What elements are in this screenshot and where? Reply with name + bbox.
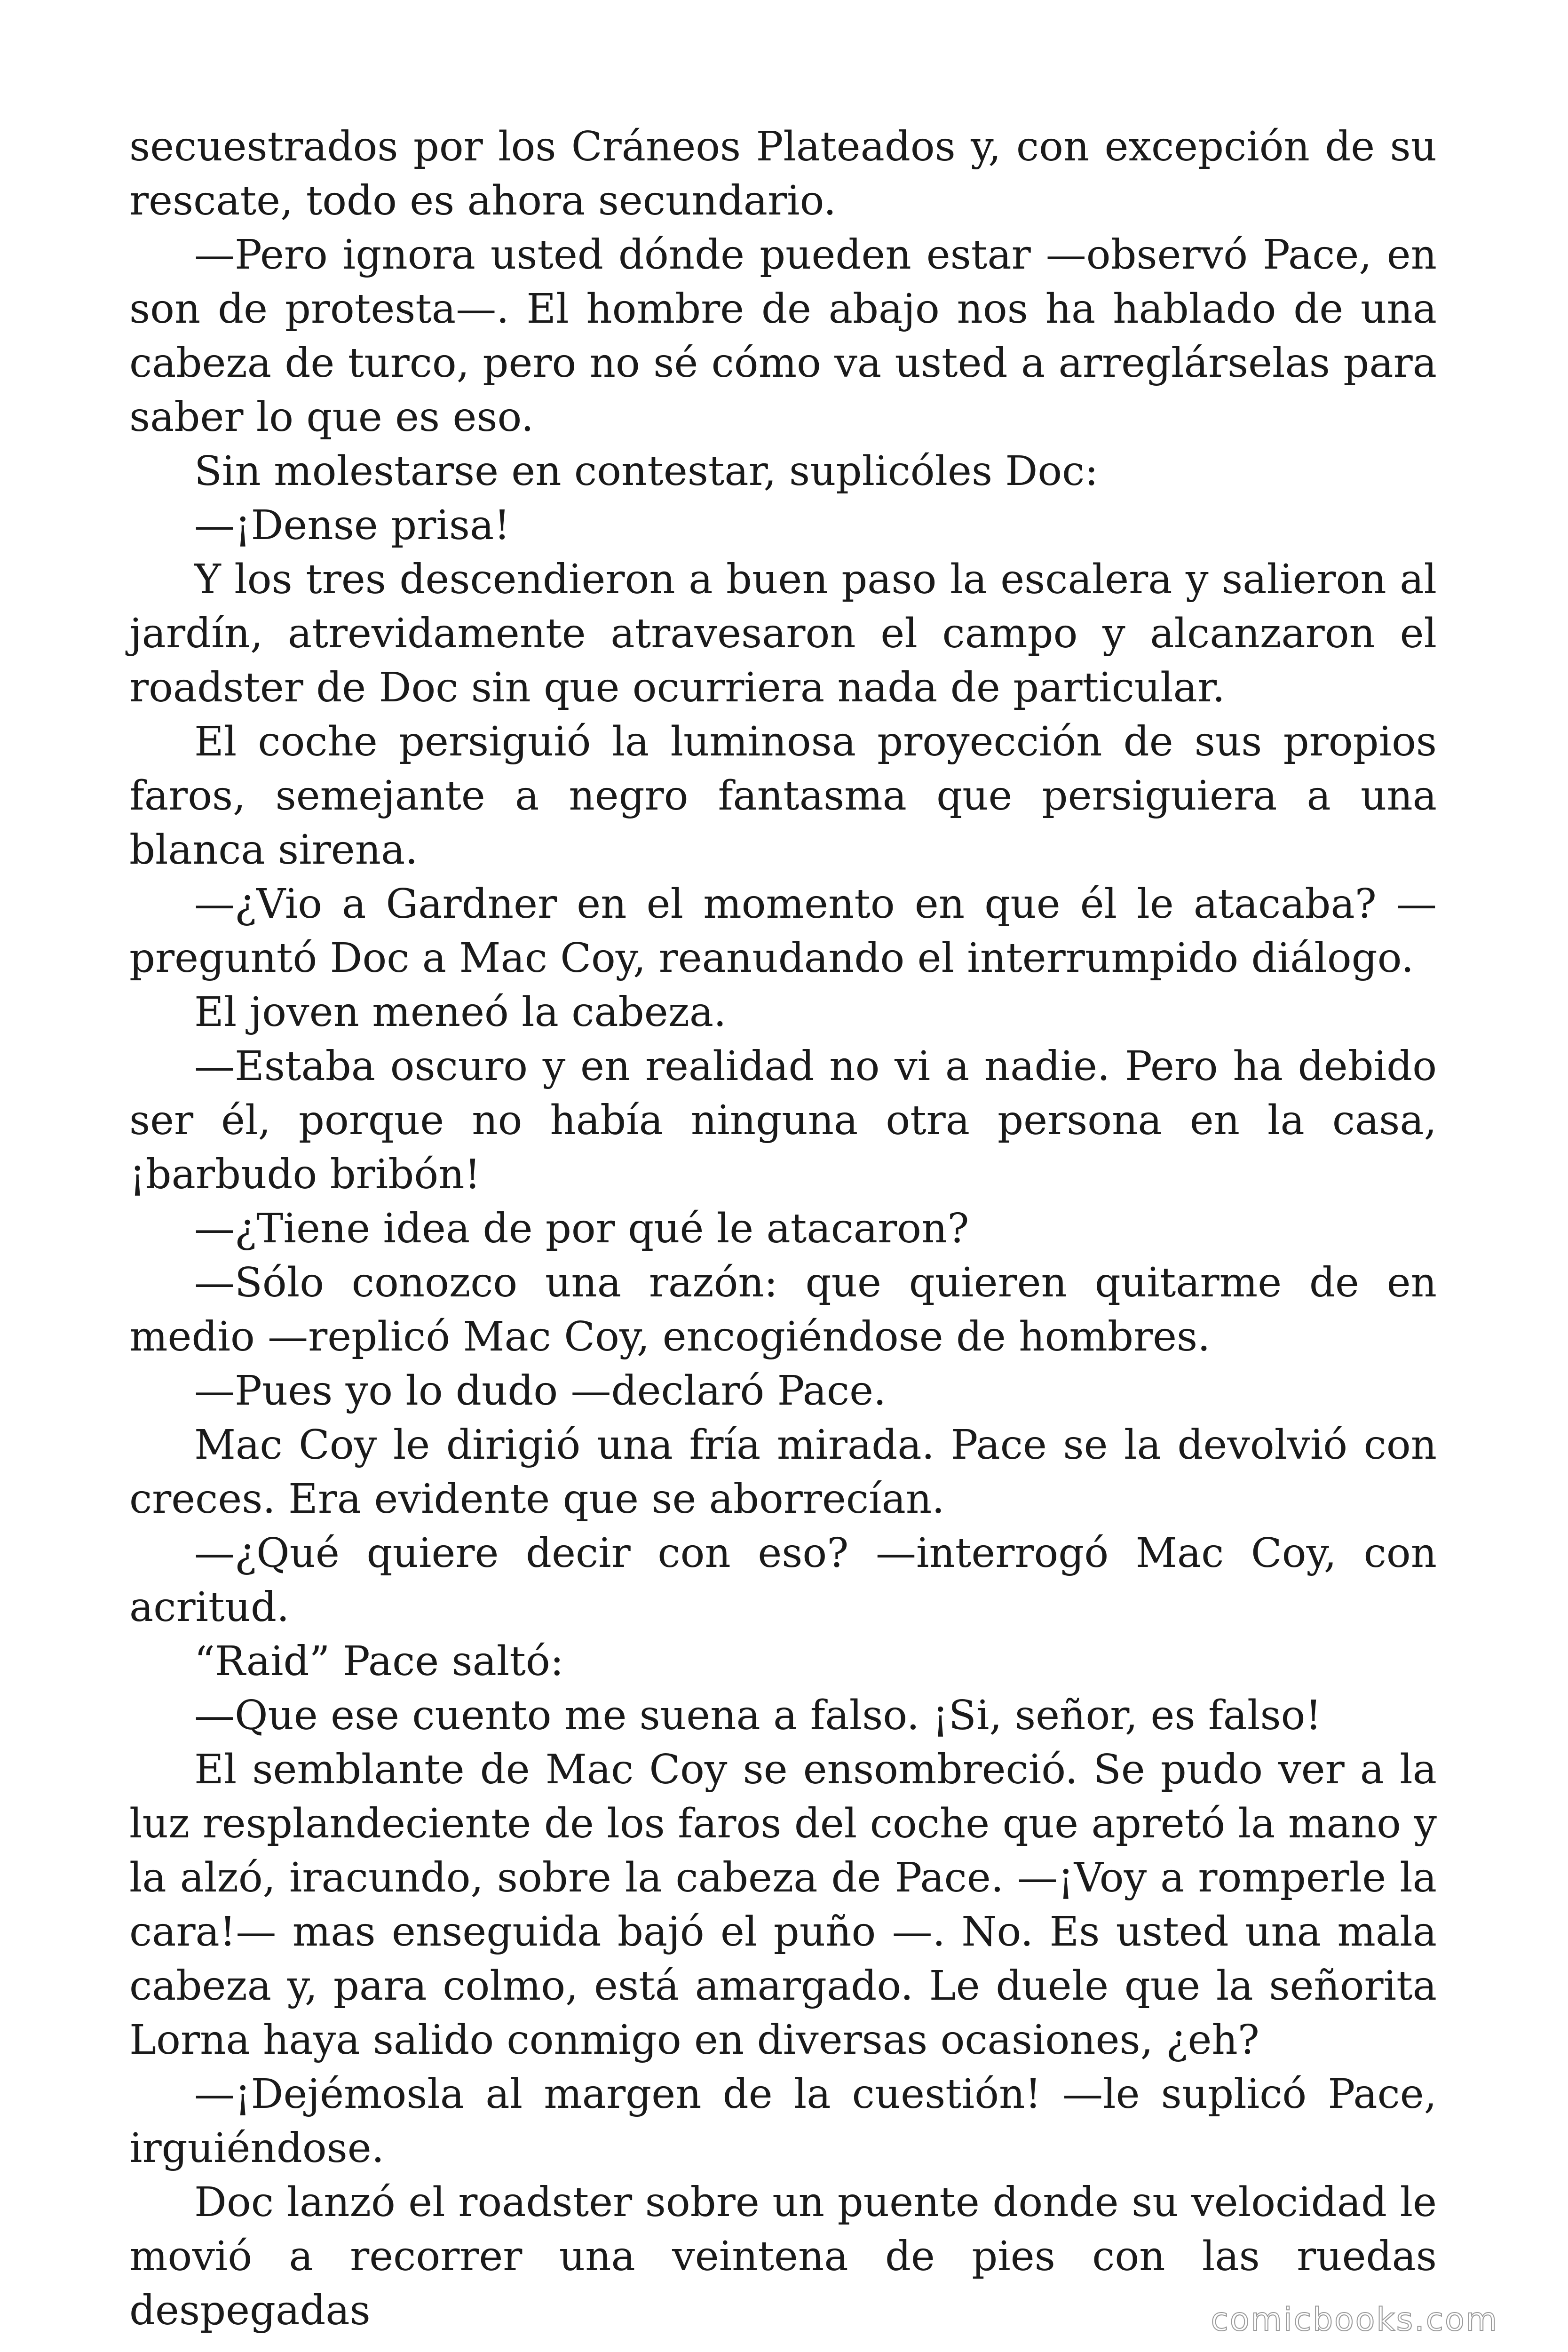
paragraph-5: Y los tres descendieron a buen paso la escalera y salieron al jardín, atrevidamente atravesaron el campo y alcanzaron el roadster de Doc sin que ocurriera nada de particular. xyxy=(129,556,1437,711)
watermark-logo: comicbooks.com xyxy=(1211,2301,1498,2338)
paragraph-18: —¡Dejémosla al margen de la cuestión! —le suplicó Pace, irguiéndose. xyxy=(129,2071,1437,2172)
paragraph-7: —¿Vio a Gardner en el momento en que él le atacaba? —preguntó Doc a Mac Coy, reanudando el interrumpido diálogo. xyxy=(129,881,1437,982)
paragraph-12: —Pues yo lo dudo —declaró Pace. xyxy=(194,1367,887,1414)
paragraph-10: —¿Tiene idea de por qué le atacaron? xyxy=(194,1205,969,1252)
paragraph-17: El semblante de Mac Coy se ensombreció. Se pudo ver a la luz resplandeciente de los faros del coche que apretó la mano y la alzó, iracundo, sobre la cabeza de Pace. —¡Voy a romperle la cara!— mas enseguida bajó el puño —. No. Es usted una mala cabeza y, para colmo, está amargado. Le duele que la señorita Lorna haya salido conmigo en diversas ocasiones, ¿eh? xyxy=(129,1746,1437,2064)
paragraph-4: —¡Dense prisa! xyxy=(194,502,510,549)
paragraph-6: El coche persiguió la luminosa proyección de sus propios faros, semejante a negro fantasma que persiguiera a una blanca sirena. xyxy=(129,718,1437,874)
paragraph-19: Doc lanzó el roadster sobre un puente donde su velocidad le movió a recorrer una veintena de pies con las ruedas despegadas xyxy=(129,2179,1437,2334)
paragraph-2: —Pero ignora usted dónde pueden estar —observó Pace, en son de protesta—. El hombre de abajo nos ha hablado de una cabeza de turco, pero no sé cómo va usted a arreglárselas para saber lo que es eso. xyxy=(129,231,1437,441)
paragraph-15: “Raid” Pace saltó: xyxy=(194,1638,564,1685)
paragraph-11: —Sólo conozco una razón: que quieren quitarme de en medio —replicó Mac Coy, encogiéndose de hombres. xyxy=(129,1259,1437,1360)
paragraph-8: El joven meneó la cabeza. xyxy=(194,989,727,1036)
paragraph-16: —Que ese cuento me suena a falso. ¡Si, señor, es falso! xyxy=(194,1692,1322,1739)
paragraph-14: —¿Qué quiere decir con eso? —interrogó Mac Coy, con acritud. xyxy=(129,1530,1437,1631)
paragraph-3: Sin molestarse en contestar, suplicóles Doc: xyxy=(194,448,1099,495)
paragraph-13: Mac Coy le dirigió una fría mirada. Pace se la devolvió con creces. Era evidente que se aborrecían. xyxy=(129,1422,1437,1523)
paragraph-1: secuestrados por los Cráneos Plateados y, con excepción de su rescate, todo es ahora secundario. xyxy=(129,123,1437,224)
paragraph-9: —Estaba oscuro y en realidad no vi a nadie. Pero ha debido ser él, porque no había ninguna otra persona en la casa, ¡barbudo bribón! xyxy=(129,1043,1437,1198)
book-page-text xyxy=(129,120,1437,2338)
